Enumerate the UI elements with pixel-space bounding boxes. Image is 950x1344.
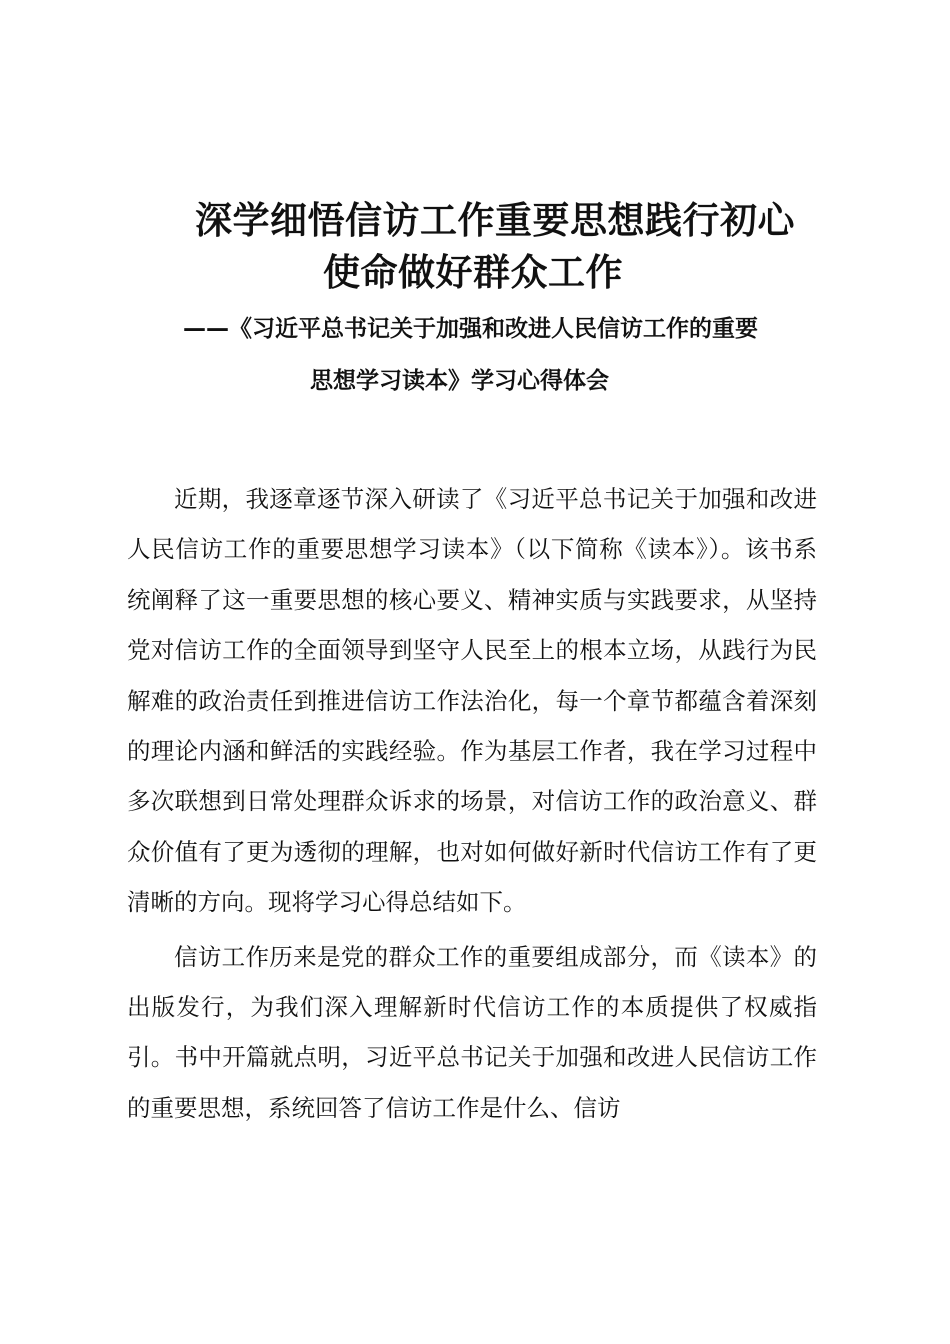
title-line-2: 使命做好群众工作: [323, 251, 623, 294]
body-paragraph: 近期，我逐章逐节深入研读了《习近平总书记关于加强和改进人民信访工作的重要思想学习读本》（以下简称《读本》）。该书系统阐释了这一重要思想的核心要义、精神实质与实践要求，从坚持党对信访工作的全面领导到坚守人民至上的根本立场，从践行为民解难的政治责任到推进信访工作法治化，每一个章节都蕴含着深刻的理论内涵和鲜活的实践经验。作为基层工作者，我在学习过程中多次联想到日常处理群众诉求的场景，对信访工作的政治意义、群众价值有了更为透彻的理解，也对如何做好新时代信访工作有了更清晰的方向。现将学习心得总结如下。: [127, 485, 817, 917]
title-line-1: 深学细悟信访工作重要思想践行初心: [195, 199, 795, 242]
body-paragraph: 信访工作历来是党的群众工作的重要组成部分，而《读本》的出版发行，为我们深入理解新时代信访工作的本质提供了权威指引。书中开篇就点明，习近平总书记关于加强和改进人民信访工作的重要思想，系统回答了信访工作是什么、信访: [127, 942, 817, 1122]
subtitle-line-2: 思想学习读本》学习心得体会: [310, 368, 609, 394]
document-body: [127, 474, 817, 1133]
subtitle-line-1: ——《习近平总书记关于加强和改进人民信访工作的重要: [183, 316, 758, 342]
